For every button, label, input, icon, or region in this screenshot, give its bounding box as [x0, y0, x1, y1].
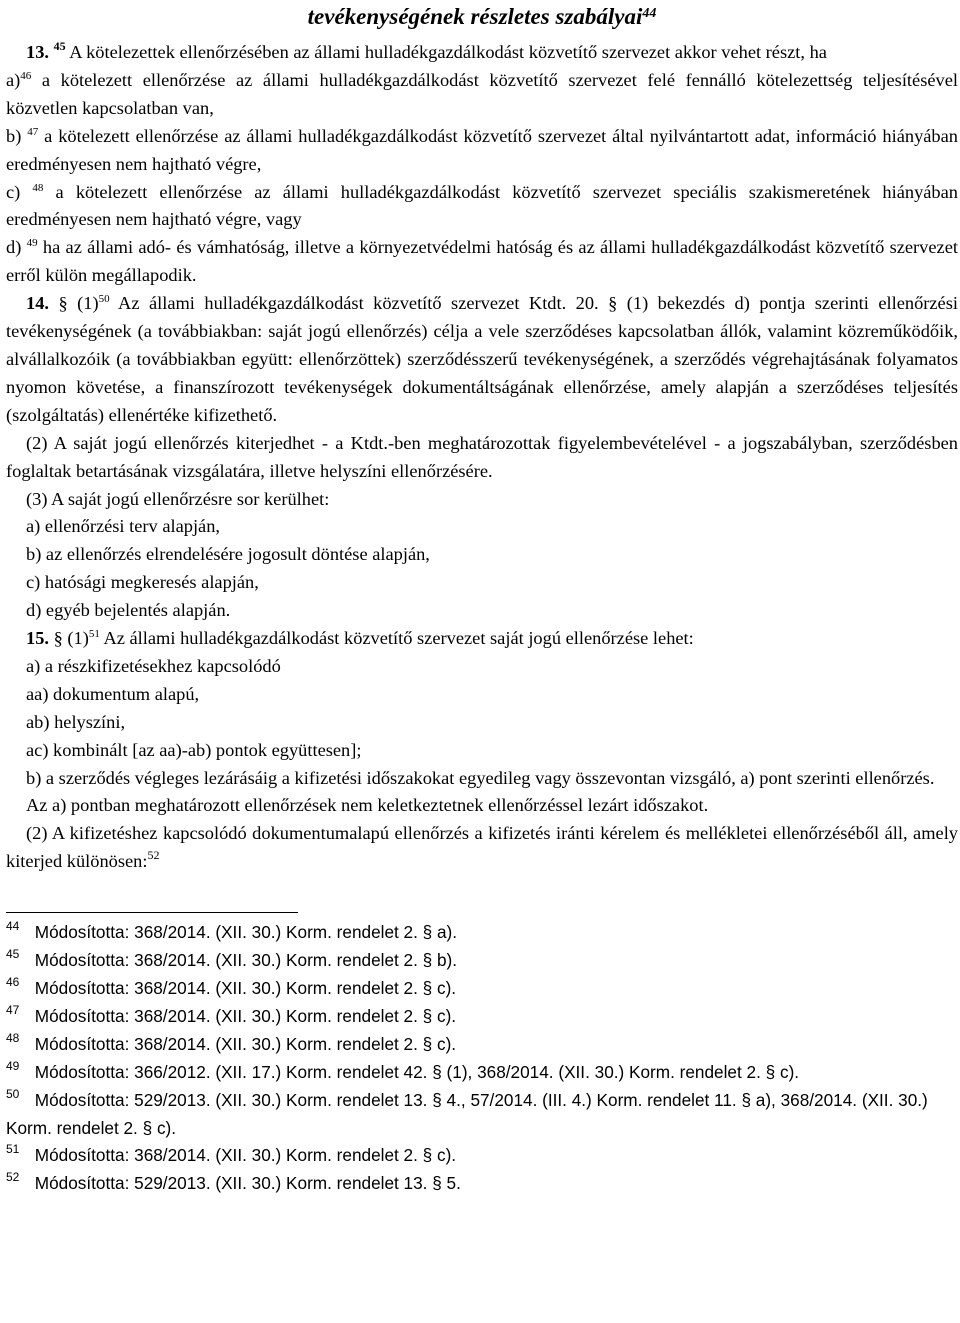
- footnote-item: $^{50}$ Módosította: 529/2013. (XII. 30.) Korm. rendelet 13. § 4., 57/2014. (III. 4.) Korm. rendelet 11. § a), 368/2014. (XII. 30.) Korm. rendelet 2. § c).: [6, 1086, 928, 1138]
- footnote-item: $^{48}$ Módosította: 368/2014. (XII. 30.) Korm. rendelet 2. § c).: [6, 1030, 457, 1054]
- paragraph-label: (1): [67, 628, 89, 649]
- footnote-text: Módosította: 368/2014. (XII. 30.) Korm. rendelet 2. § b).: [30, 950, 458, 971]
- section-15-item-b: b) a szerződés végleges lezárásáig a kifizetési időszakokat egyedileg vagy összevontan vizsgáló, a) pont szerinti ellenőrzés.: [26, 767, 935, 788]
- footnote-ref[interactable]: 49: [26, 237, 38, 250]
- footnotes: [6, 919, 958, 1198]
- section-14-item-b: b) az ellenőrzés elrendelésére jogosult döntése alapján,: [26, 544, 430, 565]
- footnote-text: Módosította: 368/2014. (XII. 30.) Korm. rendelet 2. § a).: [30, 922, 458, 943]
- section-heading: [6, 0, 958, 34]
- footnote-separator: [6, 912, 298, 913]
- section-sign: §: [53, 628, 63, 649]
- item-text: a kötelezett ellenőrzése az állami hulladékgazdálkodást közvetítő szervezet felé fennálló kötelezettség teljesítésével közvetlen kapcsolatban van,: [6, 69, 958, 118]
- section-15-item-ac: ac) kombinált [az aa)-ab) pontok együttesen];: [26, 739, 362, 760]
- paragraph-text: Az állami hulladékgazdálkodást közvetítő szervezet Ktdt. 20. § (1) bekezdés d) pontja szerinti ellenőrzési tevékenységének (a továbbiakban: saját jogú ellenőrzés) célja a vele szerződéses kapcsolatban állók, valamint közreműködőik, alvállalkozóik (a továbbiakban együtt: ellenőrzöttek) szerződésszerű tevékenységének, a szerződés végrehajtásának folyamatos nyomon követése, a finanszírozott tevékenységek dokumentáltságának ellenőrzése, amely alapján a szerződéses teljesítés (szolgáltatás) ellenértéke kifizethető.: [6, 293, 958, 425]
- footnote-text: Módosította: 368/2014. (XII. 30.) Korm. rendelet 2. § c).: [30, 1145, 457, 1166]
- section-15-item-ab: ab) helyszíni,: [26, 711, 126, 732]
- section-number: 14.: [26, 293, 49, 314]
- section-14-item-d: d) egyéb bejelentés alapján.: [26, 600, 231, 621]
- footnote-ref[interactable]: 46: [20, 69, 32, 82]
- section-13-item-a: [6, 67, 958, 123]
- document-page: [6, 0, 958, 1198]
- footnote-item: $^{44}$ Módosította: 368/2014. (XII. 30.) Korm. rendelet 2. § a).: [6, 919, 458, 943]
- paragraph-label: (1): [77, 293, 99, 314]
- footnote-text: Módosította: 529/2013. (XII. 30.) Korm. rendelet 13. § 5.: [30, 1173, 461, 1194]
- footnote-text: Módosította: 529/2013. (XII. 30.) Korm. rendelet 13. § 4., 57/2014. (III. 4.) Korm. rendelet 11. § a), 368/2014. (XII. 30.) Korm. rendelet 2. § c).: [6, 1089, 928, 1138]
- item-label: c): [6, 181, 21, 202]
- item-text: a kötelezett ellenőrzése az állami hulladékgazdálkodást közvetítő szervezet speciális szakismeretének hiányában eredményesen nem hajtható végre, vagy: [6, 181, 958, 230]
- footnote-item: $^{52}$ Módosította: 529/2013. (XII. 30.) Korm. rendelet 13. § 5.: [6, 1170, 461, 1194]
- paragraph-text: Az állami hulladékgazdálkodást közvetítő szervezet saját jogú ellenőrzése lehet:: [103, 628, 694, 649]
- section-14-item-a: a) ellenőrzési terv alapján,: [26, 516, 221, 537]
- footnote-ref[interactable]: 51: [88, 628, 100, 641]
- paragraph-text: (2) A kifizetéshez kapcsolódó dokumentumalapú ellenőrzés a kifizetés iránti kérelem és mellékletei ellenőrzéséből áll, amely kiterjed különösen:: [6, 823, 958, 872]
- item-label: a): [6, 69, 21, 90]
- section-number: 15.: [26, 628, 49, 649]
- item-label: d): [6, 237, 22, 258]
- section-14-paragraph-2: (2) A saját jogú ellenőrzés kiterjedhet - a Ktdt.-ben meghatározottak figyelembevételével - a jogszabályban, szerződésben foglaltak betartásának vizsgálatára, illetve helyszíni ellenőrzésére.: [6, 432, 958, 481]
- section-14-paragraph-1: [6, 290, 958, 430]
- section-13-item-b: [6, 123, 958, 179]
- footnote-item: $^{46}$ Módosította: 368/2014. (XII. 30.) Korm. rendelet 2. § c).: [6, 975, 457, 998]
- section-13-item-c: [6, 179, 958, 235]
- footnote-text: Módosította: 368/2014. (XII. 30.) Korm. rendelet 2. § c).: [30, 978, 457, 998]
- item-text: ha az állami adó- és vámhatóság, illetve a környezetvédelmi hatóság és az állami hulladékgazdálkodást közvetítő szervezet erről külön megállapodik.: [6, 237, 958, 286]
- footnote-text: Módosította: 368/2014. (XII. 30.) Korm. rendelet 2. § c).: [30, 1033, 457, 1054]
- section-15-note: Az a) pontban meghatározott ellenőrzések nem keletkeztetnek ellenőrzéssel lezárt időszakot.: [26, 795, 709, 816]
- section-sign: §: [58, 293, 68, 314]
- footnote-item: $^{47}$ Módosította: 368/2014. (XII. 30.) Korm. rendelet 2. § c).: [6, 1002, 457, 1026]
- item-label: b): [6, 125, 22, 146]
- section-number: 13.: [26, 42, 49, 62]
- section-13-item-d: [6, 234, 958, 290]
- footnote-ref[interactable]: 50: [98, 293, 110, 306]
- footnote-text: Módosította: 366/2012. (XII. 17.) Korm. rendelet 42. § (1), 368/2014. (XII. 30.) Korm. rendelet 2. § c).: [30, 1061, 800, 1082]
- section-15-item-aa: aa) dokumentum alapú,: [26, 683, 200, 704]
- section-15-paragraph-2: [6, 820, 958, 876]
- section-15-paragraph-1: [6, 625, 958, 653]
- footnote-ref[interactable]: 44: [642, 6, 657, 21]
- footnote-item: $^{49}$ Módosította: 366/2012. (XII. 17.) Korm. rendelet 42. § (1), 368/2014. (XII. 30.) Korm. rendelet 2. § c).: [6, 1058, 800, 1082]
- footnote-ref[interactable]: 47: [27, 125, 39, 138]
- footnote-item: $^{51}$ Módosította: 368/2014. (XII. 30.) Korm. rendelet 2. § c).: [6, 1142, 457, 1166]
- footnote-ref[interactable]: 52: [147, 848, 160, 863]
- footnote-ref[interactable]: 48: [32, 181, 44, 194]
- footnote-text: Módosította: 368/2014. (XII. 30.) Korm. rendelet 2. § c).: [30, 1005, 457, 1026]
- section-13-intro: [6, 39, 958, 67]
- item-text: a kötelezett ellenőrzése az állami hulladékgazdálkodást közvetítő szervezet által nyilvántartott adat, információ hiányában eredményesen nem hajtható végre,: [6, 125, 958, 174]
- footnote-ref[interactable]: 45: [53, 39, 66, 53]
- section-13-intro-text: A kötelezettek ellenőrzésében az állami hulladékgazdálkodást közvetítő szervezet akkor vehet részt, ha: [69, 42, 827, 62]
- heading-text: tevékenységének részletes szabályai: [307, 4, 643, 29]
- section-14-item-c: c) hatósági megkeresés alapján,: [26, 572, 259, 593]
- section-15-item-a: a) a részkifizetésekhez kapcsolódó: [26, 655, 281, 676]
- section-14-paragraph-3: (3) A saját jogú ellenőrzésre sor kerülhet:: [26, 488, 330, 509]
- footnote-item: $^{45}$ Módosította: 368/2014. (XII. 30.) Korm. rendelet 2. § b).: [6, 947, 458, 971]
- body-text: [6, 39, 958, 876]
